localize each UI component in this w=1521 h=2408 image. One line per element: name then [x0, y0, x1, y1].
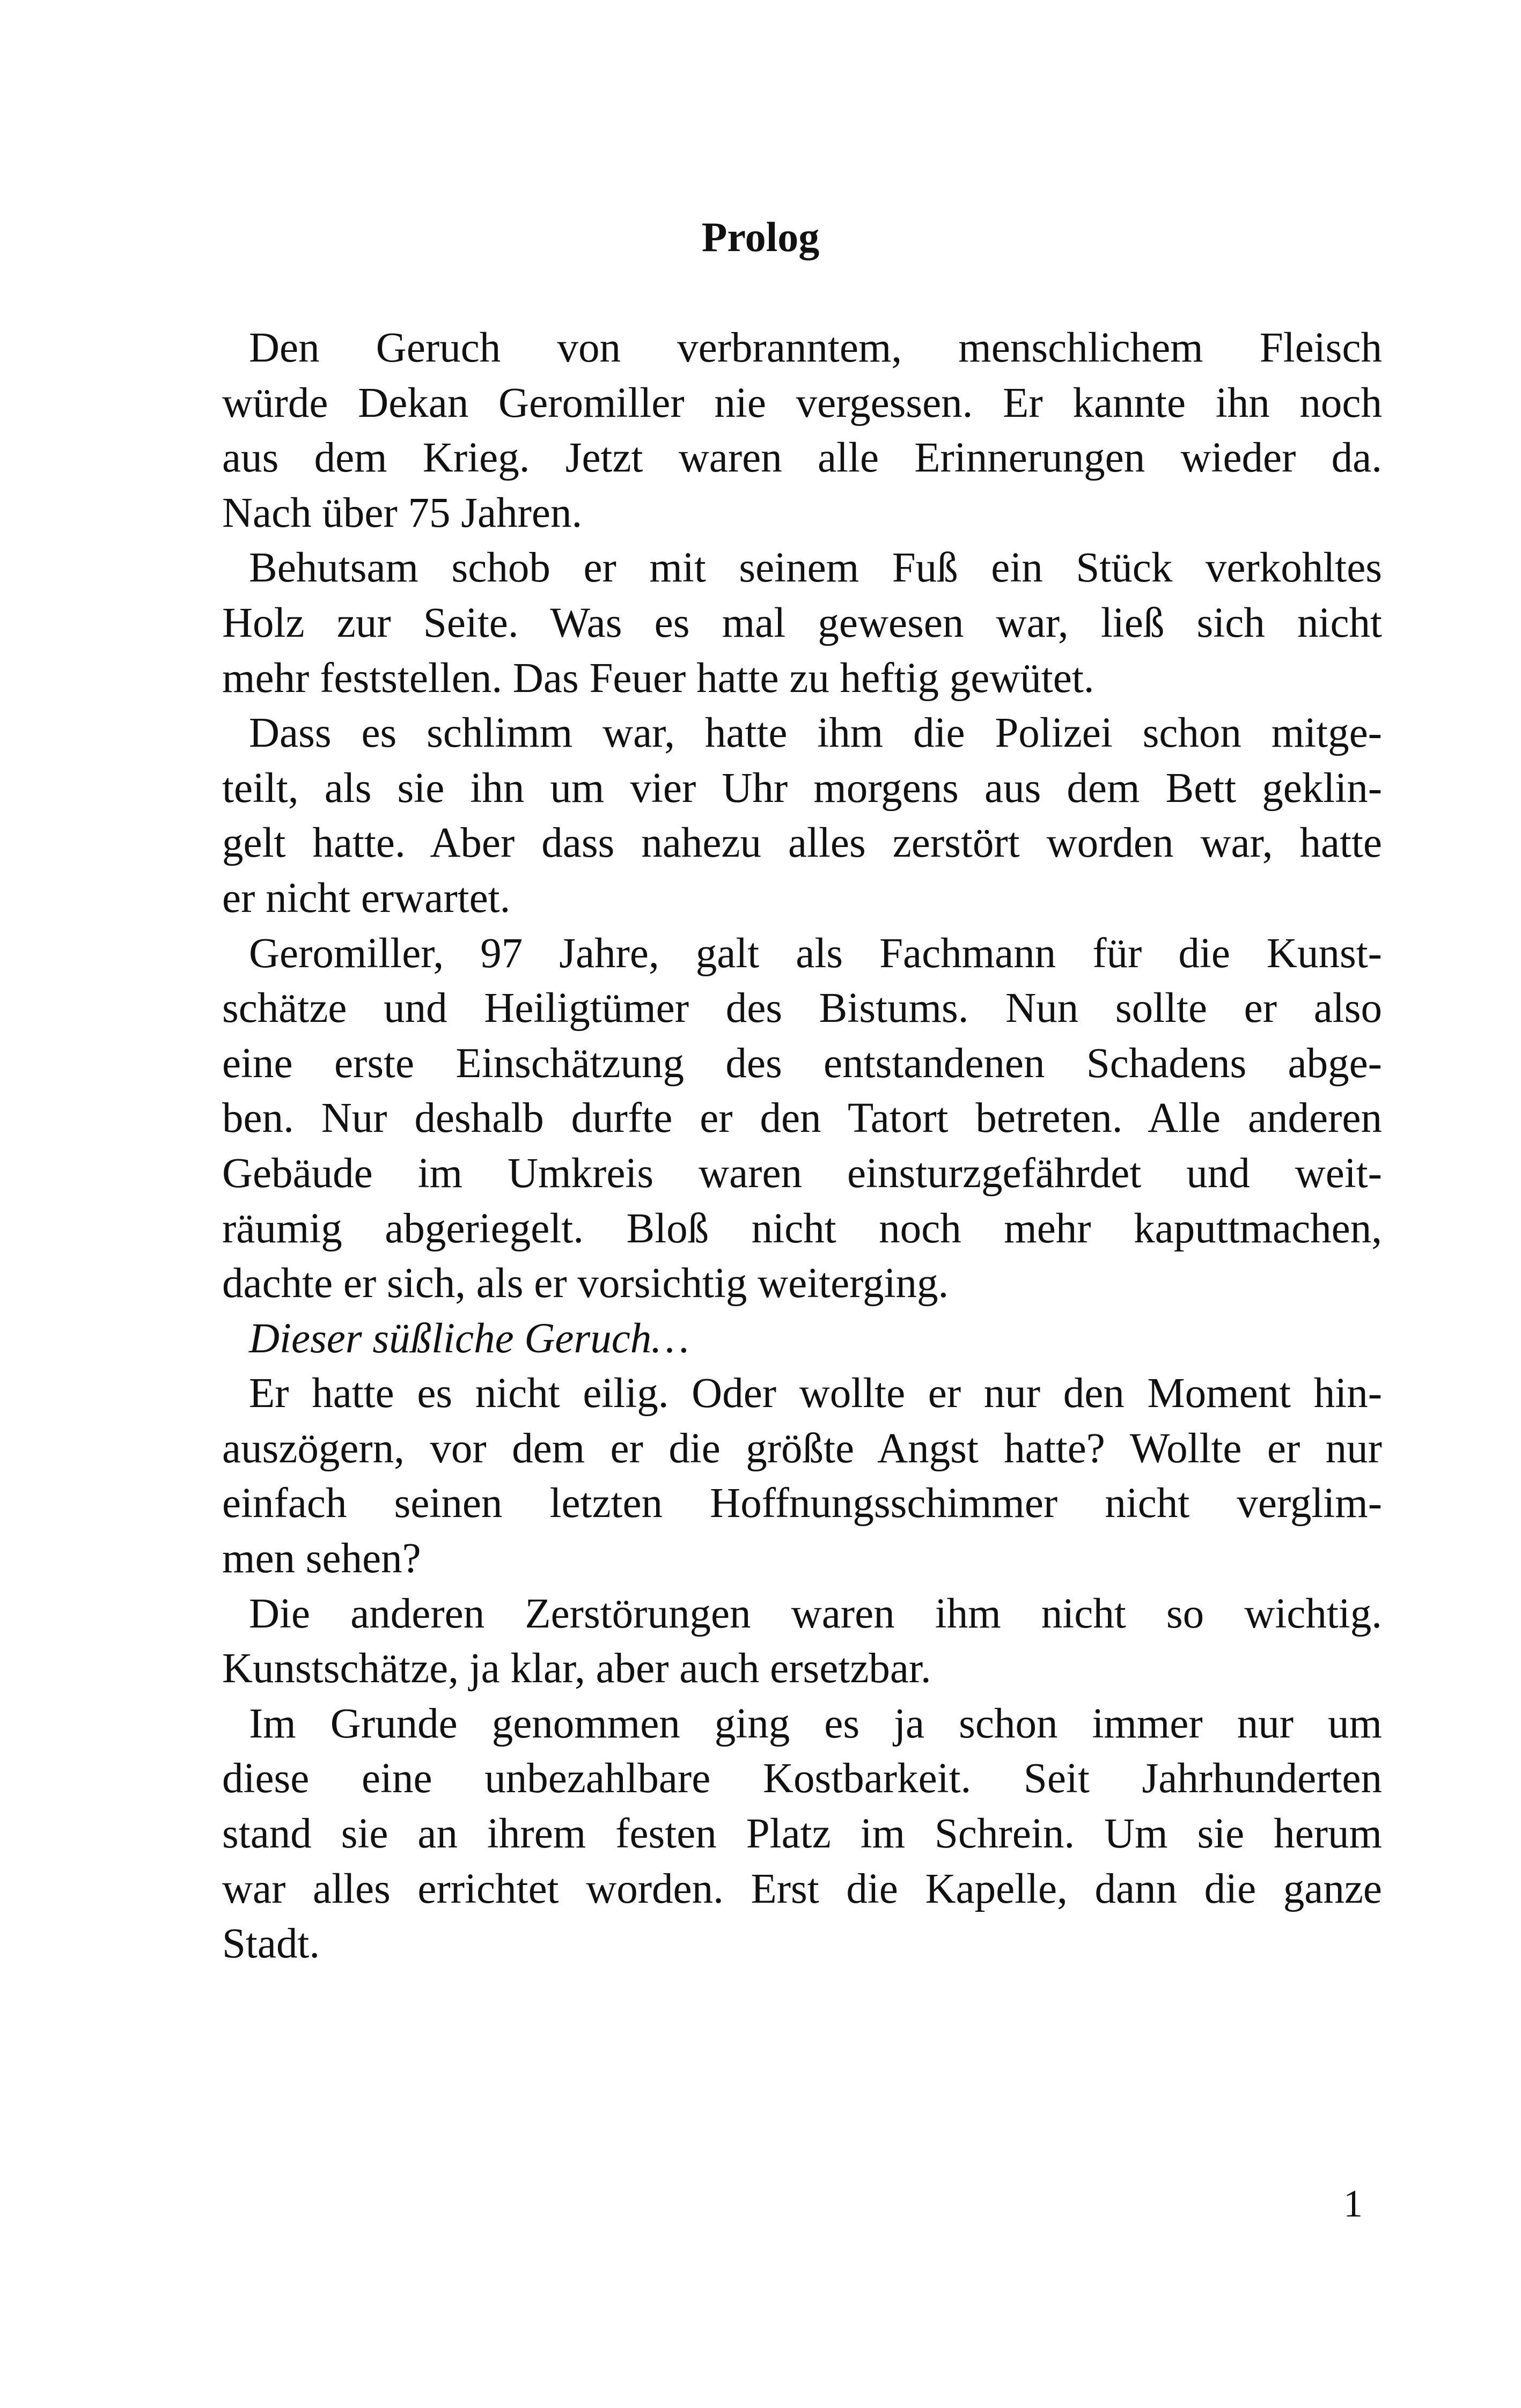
text-line: Nach über 75 Jahren. [222, 489, 583, 536]
text-line: aus dem Krieg. Jetzt waren alle Erinnerungen wieder da. [222, 435, 1382, 482]
text-line: mehr feststellen. Das Feuer hatte zu heftig gewütet. [222, 654, 1094, 702]
text-line: auszögern, vor dem er die größte Angst hatte? Wollte er nur [222, 1425, 1382, 1472]
text-line: Dass es schlimm war, hatte ihm die Polizei schon mitge- [249, 710, 1382, 757]
text-line: Geromiller, 97 Jahre, galt als Fachmann für die Kunst- [249, 930, 1382, 977]
text-line: stand sie an ihrem festen Platz im Schrein. Um sie herum [222, 1810, 1382, 1858]
text-line: ben. Nur deshalb durfte er den Tatort betreten. Alle anderen [222, 1095, 1382, 1142]
text-line: Behutsam schob er mit seinem Fuß ein Stück verkohltes [249, 544, 1382, 592]
text-line: dachte er sich, als er vorsichtig weiterging. [222, 1260, 949, 1307]
text-line: men sehen? [222, 1535, 421, 1582]
text-line: war alles errichtet worden. Erst die Kapelle, dann die ganze [222, 1865, 1382, 1912]
text-line: räumig abgeriegelt. Bloß nicht noch mehr kaputtmachen, [222, 1205, 1382, 1252]
text-line: Dieser süßliche Geruch… [249, 1315, 689, 1362]
text-line: gelt hatte. Aber dass nahezu alles zerstört worden war, hatte [222, 820, 1382, 867]
text-line: eine erste Einschätzung des entstandenen Schadens abge- [222, 1040, 1382, 1087]
page-number: 1 [1343, 2182, 1363, 2225]
text-line: Gebäude im Umkreis waren einsturzgefährdet und weit- [222, 1150, 1382, 1197]
text-line: Holz zur Seite. Was es mal gewesen war, ließ sich nicht [222, 599, 1382, 646]
text-line: teilt, als sie ihn um vier Uhr morgens aus dem Bett geklin- [222, 764, 1382, 812]
body-text [222, 321, 1382, 1972]
chapter-title: Prolog [701, 213, 820, 260]
text-line: Im Grunde genommen ging es ja schon immer nur um [249, 1700, 1382, 1747]
text-line: würde Dekan Geromiller nie vergessen. Er kannte ihn noch [222, 379, 1382, 426]
text-line: Kunstschätze, ja klar, aber auch ersetzbar. [222, 1645, 931, 1692]
text-line: Stadt. [222, 1920, 320, 1968]
text-line: schätze und Heiligtümer des Bistums. Nun sollte er also [222, 985, 1382, 1032]
text-line: Den Geruch von verbranntem, menschlichem Fleisch [249, 325, 1382, 371]
text-line: Die anderen Zerstörungen waren ihm nicht so wichtig. [249, 1590, 1382, 1637]
text-line: diese eine unbezahlbare Kostbarkeit. Seit Jahrhunderten [222, 1755, 1382, 1802]
text-line: Er hatte es nicht eilig. Oder wollte er nur den Moment hin- [249, 1370, 1382, 1417]
text-line: einfach seinen letzten Hoffnungsschimmer nicht verglim- [222, 1480, 1382, 1527]
text-line: er nicht erwartet. [222, 874, 511, 922]
